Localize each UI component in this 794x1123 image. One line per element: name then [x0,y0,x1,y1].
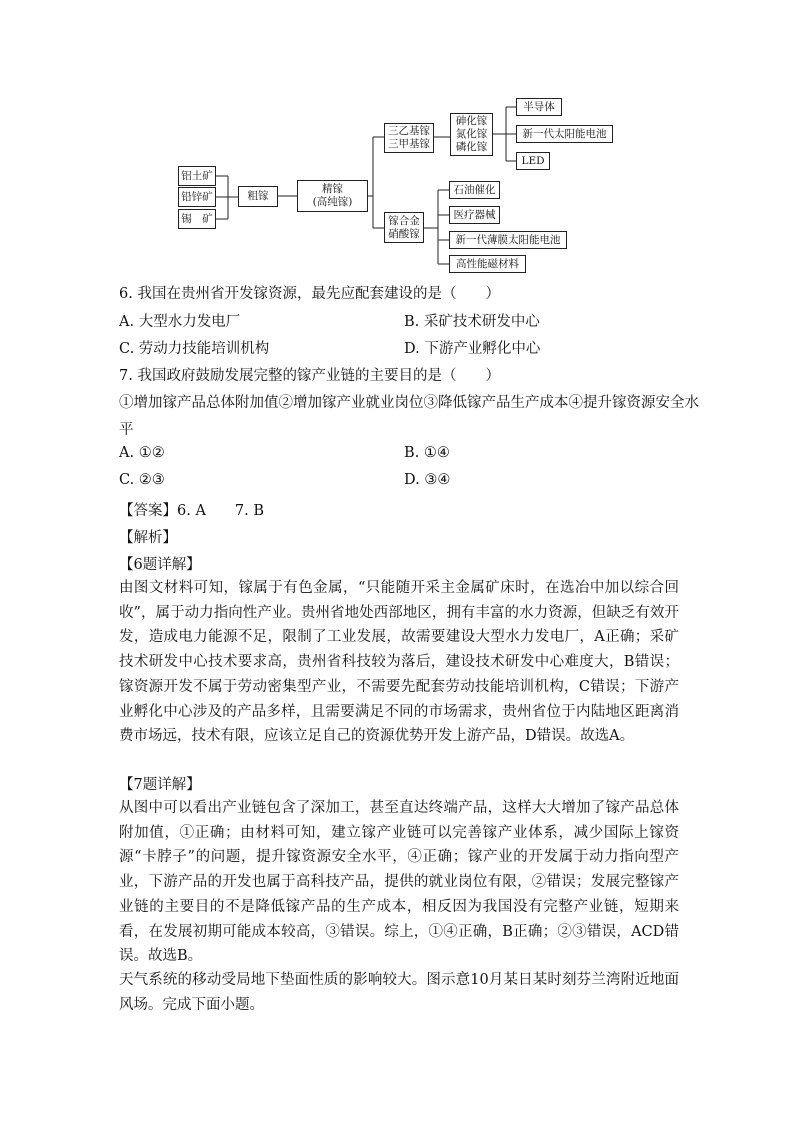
crude-gallium: 粗镓 [238,186,278,207]
lower-branch: 镓合金 硝酸镓 [384,212,424,243]
detail-7-text: 从图中可以看出产业链包含了深加工，甚至直达终端产品，这样大大增加了镓产品总体附加值，①正确；由材料可知，建立镓产业链可以完善镓产业体系，减少国际上镓资源“卡脖子”的问题，提升镓资源安全水平，④正确；镓产业的开发属于动力指向型产业，下游产品的开发也属于高科技产品，提供的就业岗位有限，②错误；发展完整镓产业链的主要目的不是降低镓产品的生产成本，相反因为我国没有完整产业链，短期来看，在发展初期可能成本较高，③错误。综上，①④正确，B正确；②③错误，ACD错误。故选B。 [119,800,679,965]
q6-option-a: A. 大型水力发电厂 [119,314,241,330]
refined-gallium: 精镓 (高纯镓) [297,180,368,212]
product-semiconductor: 半导体 [516,98,562,116]
q6-option-d: D. 下游产业孵化中心 [404,341,541,357]
ore-lead-zinc: 铅锌矿 [178,187,216,207]
q6-option-b: B. 采矿技术研发中心 [404,314,540,330]
q7-items-line1: ①增加镓产品总体附加值②增加镓产业就业岗位③降低镓产品生产成本④提升镓资源安全水 [119,395,699,411]
next-question-intro: 天气系统的移动受局地下垫面性质的影响较大。图示意10月某日某时刻芬兰湾附近地面风场。完成下面小题。 [119,972,679,1013]
upper-branch: 三乙基镓 三甲基镓 [384,123,434,153]
q6-option-c: C. 劳动力技能培训机构 [119,341,270,357]
product-solar-cell: 新一代太阳能电池 [516,125,613,143]
gallium-compounds: 砷化镓 氮化镓 磷化镓 [450,113,493,156]
q7-option-d: D. ③④ [404,472,451,488]
product-magnetic-materials: 高性能磁材料 [449,255,526,273]
q6-stem: 6. 我国在贵州省开发镓资源，最先应配套建设的是（ ） [119,286,500,302]
detail-6-title: 【6题详解】 [119,557,201,573]
product-petroleum-catalysis: 石油催化 [449,181,500,199]
analysis-title: 【解析】 [119,530,177,546]
q7-option-c: C. ②③ [119,472,165,488]
product-led: LED [516,152,550,170]
ore-tin: 锡 矿 [178,209,216,229]
answer-line: 【答案】6. A 7. B [119,503,265,519]
q7-option-b: B. ①④ [404,445,450,461]
ore-bauxite: 铝土矿 [178,166,216,186]
product-thin-film-solar: 新一代薄膜太阳能电池 [449,231,567,249]
q7-option-a: A. ①② [119,445,165,461]
product-medical-devices: 医疗器械 [449,206,500,224]
detail-6-text: 由图文材料可知，镓属于有色金属，“只能随开采主金属矿床时，在选冶中加以综合回收”，属于动力指向性产业。贵州省地处西部地区，拥有丰富的水力资源，但缺乏有效开发，造成电力能源不足，限制了工业发展，故需要建设大型水力发电厂，A正确；采矿技术研发中心技术要求高，贵州省科技较为落后，建设技术研发中心难度大，B错误；镓资源开发不属于劳动密集型产业，不需要先配套劳动技能培训机构，C错误；下游产业孵化中心涉及的产品多样，且需要满足不同的市场需求，贵州省位于内陆地区距离消费市场远，技术有限，应该立足自己的资源优势开发上游产品，D错误。故选A。 [119,580,679,745]
detail-7-title: 【7题详解】 [119,777,201,793]
q7-stem: 7. 我国政府鼓励发展完整的镓产业链的主要目的是（ ） [119,368,500,384]
gallium-industry-chain-diagram [0,0,794,280]
q7-items-line2: 平 [119,422,134,438]
